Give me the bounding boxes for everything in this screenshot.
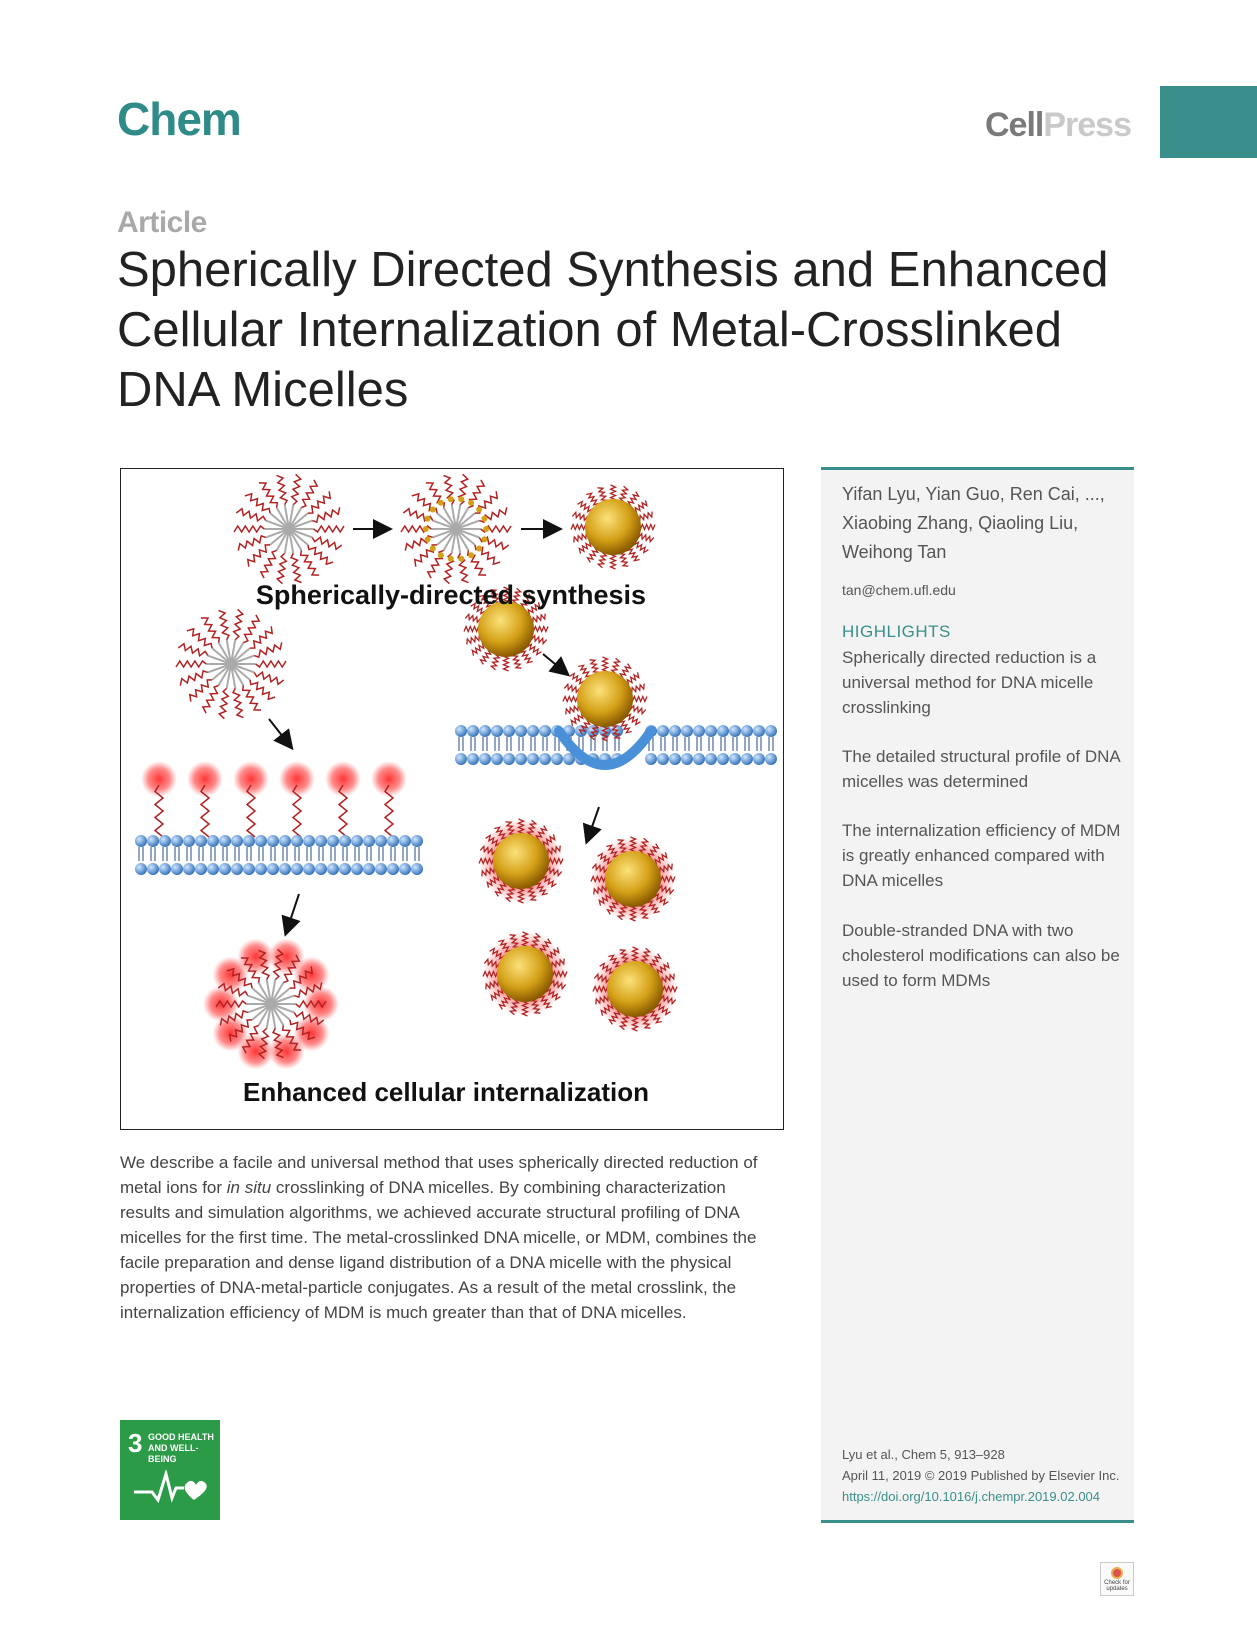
ga-membrane-right-lipid-head xyxy=(539,753,551,765)
ga-mdm-internalized-gold-core xyxy=(605,851,661,907)
ga-membrane-right-lipid-head xyxy=(729,753,741,765)
ga-micelle-left-dna-strand xyxy=(180,671,207,686)
publisher-logo xyxy=(985,106,1131,145)
ga-membrane-left-lipid-head xyxy=(315,863,327,875)
ga-membrane-left-lipid-head xyxy=(159,835,171,847)
ga-membrane-left-lipid-head xyxy=(219,863,231,875)
ga-membrane-right-lipid-head xyxy=(705,725,717,737)
ga-membrane-right-lipid-head xyxy=(705,753,717,765)
sdg-label-line2: AND WELL-BEING xyxy=(148,1443,199,1464)
ga-membrane-left-lipid-head xyxy=(147,863,159,875)
ga-mdm-internalized-gold-core xyxy=(607,961,663,1017)
ga-membrane-left-lipid-head xyxy=(255,863,267,875)
ga-arrow xyxy=(587,807,599,841)
ga-micelle-plain-dna-strand xyxy=(261,550,277,578)
ga-membrane-right-lipid-head xyxy=(657,725,669,737)
ga-micelle-seeded-gold-seed xyxy=(430,545,436,551)
ga-micelle-left-dna-strand xyxy=(203,685,219,713)
header-tab xyxy=(1160,86,1257,158)
ga-micelle-plain-dna-strand xyxy=(291,553,302,582)
ga-membrane-left-lipid-head xyxy=(363,863,375,875)
ga-micelle-seeded-gold-seed xyxy=(425,536,431,542)
sdg-badge xyxy=(120,1420,220,1520)
ga-micelle-left-dna-strand xyxy=(178,644,207,656)
ga-membrane-left-lipid-head xyxy=(387,863,399,875)
ga-membrane-right-lipid-head xyxy=(539,725,551,737)
ga-micelle-plain-dna-strand xyxy=(292,474,301,504)
ga-micelle-plain-dna-strand xyxy=(277,475,288,504)
ga-arrow xyxy=(286,894,299,933)
ga-membrane-left-lipid-head xyxy=(219,835,231,847)
ga-micelle-seeded-gold-seed xyxy=(438,552,444,558)
ga-micelle-plain-dna-strand xyxy=(308,491,330,513)
ga-micelle-seeded-gold-seed xyxy=(481,516,487,522)
ga-membrane-left-lipid-head xyxy=(207,863,219,875)
ga-membrane-left-lipid-head xyxy=(303,835,315,847)
ga-membrane-right-lipid-head xyxy=(467,753,479,765)
ga-membrane-right-lipid-head xyxy=(729,725,741,737)
ga-membrane-left-lipid-head xyxy=(171,863,183,875)
ga-mdm-internalized-gold-core xyxy=(497,946,553,1002)
ga-bottom-label: Enhanced cellular internalization xyxy=(243,1077,649,1107)
ga-micelle-plain-dna-strand xyxy=(314,526,344,532)
ga-arrow xyxy=(543,654,567,674)
ga-micelle-seeded-gold-seed xyxy=(476,545,482,551)
citation-line: Lyu et al., Chem 5, 913–928 xyxy=(842,1447,1005,1462)
ga-membrane-right-lipid-head xyxy=(765,725,777,737)
ga-micelle-plain-dna-strand xyxy=(301,480,317,508)
ga-micelle-seeded-gold-seed xyxy=(425,516,431,522)
ga-membrane-right-lipid-head xyxy=(717,725,729,737)
ga-micelle-left-dna-strand xyxy=(234,609,243,639)
ga-membrane-left-lipid-head xyxy=(363,835,375,847)
ga-mdm-entering-gold-core xyxy=(577,671,633,727)
ga-membrane-right-lipid-head xyxy=(479,725,491,737)
publisher-press: Press xyxy=(1043,106,1131,144)
ga-micelle-seeded-gold-seed xyxy=(448,556,454,562)
ga-membrane-left-lipid-head xyxy=(147,835,159,847)
ga-membrane-left-lipid-head xyxy=(195,835,207,847)
ga-membrane-right-lipid-head xyxy=(669,725,681,737)
ga-membrane-left-lipid-head xyxy=(411,863,423,875)
ga-micelle-left-dna-strand xyxy=(219,610,230,639)
ga-membrane-left-lipid-head xyxy=(279,863,291,875)
ga-membrane-left-lipid-head xyxy=(387,835,399,847)
ga-membrane-left-lipid-head xyxy=(399,863,411,875)
ga-membrane-left-lipid-head xyxy=(135,863,147,875)
ga-mdm-internalized-gold-core xyxy=(493,833,549,889)
publication-date: April 11, 2019 © 2019 Published by Elsevier Inc. xyxy=(842,1468,1120,1483)
ga-membrane-right-lipid-head xyxy=(741,753,753,765)
highlights-heading: HIGHLIGHTS xyxy=(842,622,951,641)
ga-micelle-left-dna-strand xyxy=(250,626,272,648)
sdg-number: 3 xyxy=(128,1428,143,1458)
ga-micelle-left-dna-strand xyxy=(254,642,281,657)
ga-micelle-seeded-gold-seed xyxy=(448,496,454,502)
ga-micelle-plain-dna-strand xyxy=(238,536,265,551)
ga-membrane-left-lipid-head xyxy=(255,835,267,847)
ga-fluor-glow xyxy=(141,761,177,797)
ga-membrane-right-lipid-head xyxy=(515,753,527,765)
ga-membrane-left-lipid-head xyxy=(135,835,147,847)
ga-fluor-glow xyxy=(293,957,329,993)
article-title: Spherically Directed Synthesis and Enhanced Cellular Internalization of Metal-Crosslinked DNA Micelles xyxy=(117,243,1109,417)
ga-membrane-left-lipid-head xyxy=(375,863,387,875)
ga-micelle-seeded-gold-seed xyxy=(468,500,474,506)
ga-membrane-left-lipid-head xyxy=(327,835,339,847)
ga-micelle-seeded-gold-seed xyxy=(483,526,489,532)
ga-membrane-left-lipid-head xyxy=(339,835,351,847)
ga-micelle-seeded-gold-seed xyxy=(430,507,436,513)
article-type: Article xyxy=(117,206,207,239)
ga-top-label: Spherically-directed synthesis xyxy=(255,580,647,610)
graphical-abstract-figure xyxy=(121,469,783,1129)
ga-micelle-seeded-gold-seed xyxy=(468,552,474,558)
ga-membrane-left-lipid-head xyxy=(339,863,351,875)
ga-micelle-seeded-gold-seed xyxy=(458,556,464,562)
ga-membrane-right-lipid-head xyxy=(491,725,503,737)
ga-micelle-plain-dna-strand xyxy=(236,509,265,521)
ga-membrane-right-lipid-head xyxy=(491,753,503,765)
check-updates-line2: updates xyxy=(1106,1586,1128,1592)
ga-membrane-left-lipid-head xyxy=(291,863,303,875)
ga-membrane-right-lipid-head xyxy=(669,753,681,765)
abstract-italic: in situ xyxy=(226,1178,272,1197)
ga-membrane-right-lipid-head xyxy=(693,753,705,765)
highlight-item: Double-stranded DNA with two cholesterol modifications can also be used to form MDMs xyxy=(842,921,1120,990)
ga-membrane-left-lipid-head xyxy=(411,835,423,847)
ga-membrane-left-lipid-head xyxy=(183,835,195,847)
abstract-text xyxy=(120,1150,775,1325)
ga-arrow xyxy=(269,719,291,747)
ga-micelle-left-dna-strand xyxy=(176,661,206,667)
ga-micelle-plain-dna-strand xyxy=(248,545,270,567)
ga-membrane-right-lipid-head xyxy=(455,753,467,765)
highlight-item: Spherically directed reduction is a universal method for DNA micelle crosslinking xyxy=(842,648,1097,717)
ga-membrane-left-lipid-head xyxy=(267,863,279,875)
sdg-label-line1: GOOD HEALTH xyxy=(148,1432,214,1442)
ga-micelle-plain-dna-strand xyxy=(312,507,339,522)
ga-membrane-left-lipid-head xyxy=(303,863,315,875)
ga-membrane-left-lipid-head xyxy=(315,835,327,847)
ga-membrane-right-lipid-head xyxy=(527,753,539,765)
ga-membrane-left-lipid-head xyxy=(207,835,219,847)
ga-membrane-left-lipid-head xyxy=(231,835,243,847)
publisher-cell: Cell xyxy=(985,106,1044,144)
ga-micelle-seeded-gold-seed xyxy=(481,536,487,542)
check-updates-line1: Check for xyxy=(1104,1580,1130,1586)
ga-membrane-right-lipid-head xyxy=(479,753,491,765)
ga-micelle-plain-dna-strand xyxy=(312,537,341,549)
ga-micelle-left-dna-strand xyxy=(243,615,259,643)
heartbeat-icon xyxy=(134,1470,208,1506)
ga-fluor-glow xyxy=(325,761,361,797)
ga-membrane-right-lipid-head xyxy=(693,725,705,737)
ga-micelle-left-dna-strand xyxy=(219,688,228,718)
ga-membrane-right-lipid-head xyxy=(515,725,527,737)
ga-membrane-right-lipid-head xyxy=(681,725,693,737)
ga-membrane-left-lipid-head xyxy=(243,863,255,875)
ga-membrane-left-lipid-head xyxy=(171,835,183,847)
ga-micelle-left-dna-strand xyxy=(256,661,286,667)
ga-membrane-right-lipid-head xyxy=(527,725,539,737)
author-list: Yifan Lyu, Yian Guo, Ren Cai, ..., Xiaobing Zhang, Qiaoling Liu, Weihong Tan xyxy=(842,484,1105,562)
ga-membrane-right-lipid-head xyxy=(681,753,693,765)
ga-mdm-formed-gold-core xyxy=(585,499,641,555)
ga-membrane-right-lipid-head xyxy=(753,725,765,737)
ga-membrane-right-lipid-head xyxy=(503,753,515,765)
ga-membrane-left-lipid-head xyxy=(375,835,387,847)
ga-membrane-right-lipid-head xyxy=(765,753,777,765)
ga-membrane-right-lipid-head xyxy=(645,753,657,765)
ga-micelle-left-dna-strand xyxy=(233,688,244,717)
ga-membrane-right-lipid-head xyxy=(503,725,515,737)
ga-micelle-left-dna-strand xyxy=(254,672,283,684)
corresponding-email[interactable]: tan@chem.ufl.edu xyxy=(842,582,956,598)
ga-membrane-left-lipid-head xyxy=(351,863,363,875)
abstract-part2: crosslinking of DNA micelles. By combining characterization results and simulation algorithms, we achieved accurate structural profiling of DNA micelles for the first time. The metal-crosslinked DNA micelle, or MDM, combines the facile preparation and dense ligand distribution of a DNA micelle with the physical properties of DNA-metal-particle conjugates. As a result of the metal crosslink, the internalization efficiency of MDM is much greater than that of DNA micelles. xyxy=(120,1178,757,1322)
ga-membrane-right-lipid-head xyxy=(753,753,765,765)
ga-micelle-seeded-gold-seed xyxy=(458,496,464,502)
ga-membrane-left-lipid-head xyxy=(351,835,363,847)
ga-fluor-glow xyxy=(279,761,315,797)
ga-membrane-left-lipid-head xyxy=(399,835,411,847)
journal-logo: Chem xyxy=(117,93,241,145)
ga-membrane-left-lipid-head xyxy=(291,835,303,847)
ga-membrane-left-lipid-head xyxy=(267,835,279,847)
ga-membrane-right-lipid-head xyxy=(657,753,669,765)
ga-fluor-glow xyxy=(187,761,223,797)
ga-micelle-seeded-gold-seed xyxy=(438,500,444,506)
highlight-item: The detailed structural profile of DNA micelles was determined xyxy=(842,747,1120,791)
ga-fluor-glow xyxy=(371,761,407,797)
ga-micelle-left-dna-strand xyxy=(190,680,212,702)
check-updates-icon xyxy=(1111,1567,1123,1579)
ga-fluor-glow xyxy=(233,761,269,797)
ga-membrane-left-lipid-head xyxy=(243,835,255,847)
sdg-label xyxy=(148,1432,220,1465)
ga-membrane-right-lipid-head xyxy=(551,753,563,765)
ga-micelle-seeded-gold-seed xyxy=(476,507,482,513)
highlight-item: The internalization efficiency of MDM is greatly enhanced compared with DNA micelles xyxy=(842,821,1121,890)
ga-membrane-right-lipid-head xyxy=(455,725,467,737)
ga-membrane-left-lipid-head xyxy=(195,863,207,875)
ga-membrane-left-lipid-head xyxy=(231,863,243,875)
ga-membrane-right-lipid-head xyxy=(741,725,753,737)
abstract-part1: We describe a facile and universal method that uses spherically directed reduction of metal ions for xyxy=(120,1153,758,1197)
ga-membrane-left-lipid-head xyxy=(327,863,339,875)
ga-membrane-right-lipid-head xyxy=(717,753,729,765)
ga-membrane-left-lipid-head xyxy=(279,835,291,847)
ga-membrane-right-lipid-head xyxy=(467,725,479,737)
ga-membrane-left-lipid-head xyxy=(183,863,195,875)
ga-membrane-left-lipid-head xyxy=(159,863,171,875)
ga-micelle-seeded-gold-seed xyxy=(423,526,429,532)
graphical-abstract xyxy=(120,468,784,1130)
ga-fluor-glow xyxy=(238,938,274,974)
ga-fluor-glow xyxy=(268,1034,304,1070)
ga-micelle-plain-dna-strand xyxy=(234,526,264,532)
check-updates-button[interactable] xyxy=(1100,1562,1134,1596)
doi-link[interactable]: https://doi.org/10.1016/j.chempr.2019.02.004 xyxy=(842,1489,1101,1504)
